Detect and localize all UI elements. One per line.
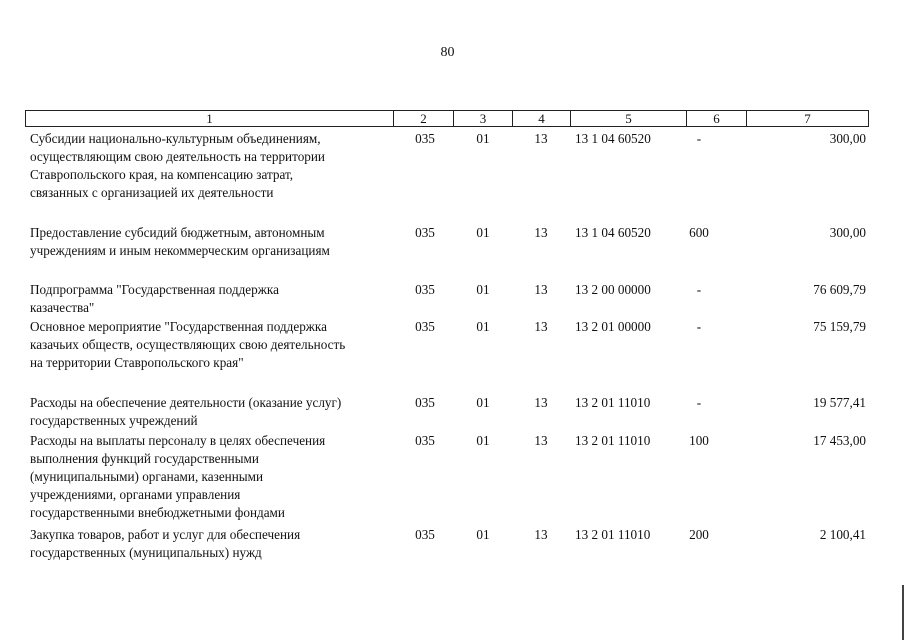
ministry-code: 035 <box>415 395 435 410</box>
subsection-code: 13 <box>534 282 548 297</box>
ministry-code: 035 <box>415 319 435 334</box>
amount: 17 453,00 <box>813 433 866 448</box>
page-number: 80 <box>440 45 455 60</box>
description-line: Расходы на выплаты персоналу в целях обеспечения <box>30 433 326 448</box>
ministry-code: 035 <box>415 225 435 240</box>
row-description <box>30 281 279 317</box>
row-description <box>30 224 330 260</box>
description-line: государственными внебюджетными фондами <box>30 505 285 520</box>
description-line: Предоставление субсидий бюджетным, автономным <box>30 225 325 240</box>
ministry-code: 035 <box>415 527 435 542</box>
expense-type-code: 100 <box>689 433 709 448</box>
target-item-code: 13 2 00 00000 <box>575 282 651 297</box>
scan-edge-mark <box>902 585 904 640</box>
column-number-row <box>26 111 869 127</box>
row-description <box>30 526 300 562</box>
amount: 300,00 <box>829 225 866 240</box>
description-line: выполнения функций государственными <box>30 451 259 466</box>
description-line: учреждениям и иным некоммерческим организациям <box>30 243 330 258</box>
column-number-7: 7 <box>747 111 869 127</box>
subsection-code: 13 <box>534 395 548 410</box>
description-line: казачества" <box>30 300 95 315</box>
ministry-code: 035 <box>415 131 435 146</box>
description-line: учреждениями, органами управления <box>30 487 241 502</box>
column-header-table <box>25 110 869 127</box>
column-number-3: 3 <box>454 111 513 127</box>
expense-type-code: 200 <box>689 527 709 542</box>
target-item-code: 13 2 01 11010 <box>575 433 651 448</box>
description-line: связанных с организацией их деятельности <box>30 185 274 200</box>
amount: 300,00 <box>829 131 866 146</box>
expense-type-code: - <box>696 282 702 297</box>
column-number-6: 6 <box>687 111 747 127</box>
description-line: государственных (муниципальных) нужд <box>30 545 262 560</box>
subsection-code: 13 <box>534 433 548 448</box>
section-code: 01 <box>476 225 490 240</box>
target-item-code: 13 1 04 60520 <box>575 131 651 146</box>
description-line: Расходы на обеспечение деятельности (оказание услуг) <box>30 395 342 410</box>
section-code: 01 <box>476 319 490 334</box>
description-line: (муниципальными) органами, казенными <box>30 469 264 484</box>
column-number-5: 5 <box>571 111 687 127</box>
description-line: Ставропольского края, на компенсацию затрат, <box>30 167 294 182</box>
amount: 19 577,41 <box>813 395 866 410</box>
section-code: 01 <box>476 527 490 542</box>
target-item-code: 13 2 01 11010 <box>575 527 651 542</box>
expense-type-code: 600 <box>689 225 709 240</box>
expense-type-code: - <box>696 319 702 334</box>
column-number-1: 1 <box>26 111 394 127</box>
description-line: государственных учреждений <box>30 413 198 428</box>
row-description <box>30 318 345 372</box>
expense-type-code: - <box>696 131 702 146</box>
section-code: 01 <box>476 282 490 297</box>
row-description <box>30 394 341 430</box>
section-code: 01 <box>476 433 490 448</box>
description-line: Подпрограмма "Государственная поддержка <box>30 282 279 297</box>
description-line: казачьих обществ, осуществляющих свою деятельность <box>30 337 346 352</box>
target-item-code: 13 2 01 11010 <box>575 395 651 410</box>
target-item-code: 13 2 01 00000 <box>575 319 651 334</box>
column-number-4: 4 <box>513 111 571 127</box>
section-code: 01 <box>476 395 490 410</box>
amount: 75 159,79 <box>813 319 866 334</box>
subsection-code: 13 <box>534 225 548 240</box>
section-code: 01 <box>476 131 490 146</box>
description-line: Основное мероприятие "Государственная поддержка <box>30 319 327 334</box>
amount: 76 609,79 <box>813 282 866 297</box>
row-description <box>30 130 325 202</box>
row-description <box>30 432 325 522</box>
description-line: осуществляющим свою деятельность на территории <box>30 149 325 164</box>
description-line: Субсидии национально-культурным объединениям, <box>30 131 321 146</box>
column-number-2: 2 <box>394 111 454 127</box>
ministry-code: 035 <box>415 433 435 448</box>
subsection-code: 13 <box>534 527 548 542</box>
ministry-code: 035 <box>415 282 435 297</box>
subsection-code: 13 <box>534 131 548 146</box>
subsection-code: 13 <box>534 319 548 334</box>
expense-type-code: - <box>696 395 702 410</box>
description-line: на территории Ставропольского края" <box>30 355 244 370</box>
target-item-code: 13 1 04 60520 <box>575 225 651 240</box>
amount: 2 100,41 <box>819 527 866 542</box>
description-line: Закупка товаров, работ и услуг для обеспечения <box>30 527 301 542</box>
